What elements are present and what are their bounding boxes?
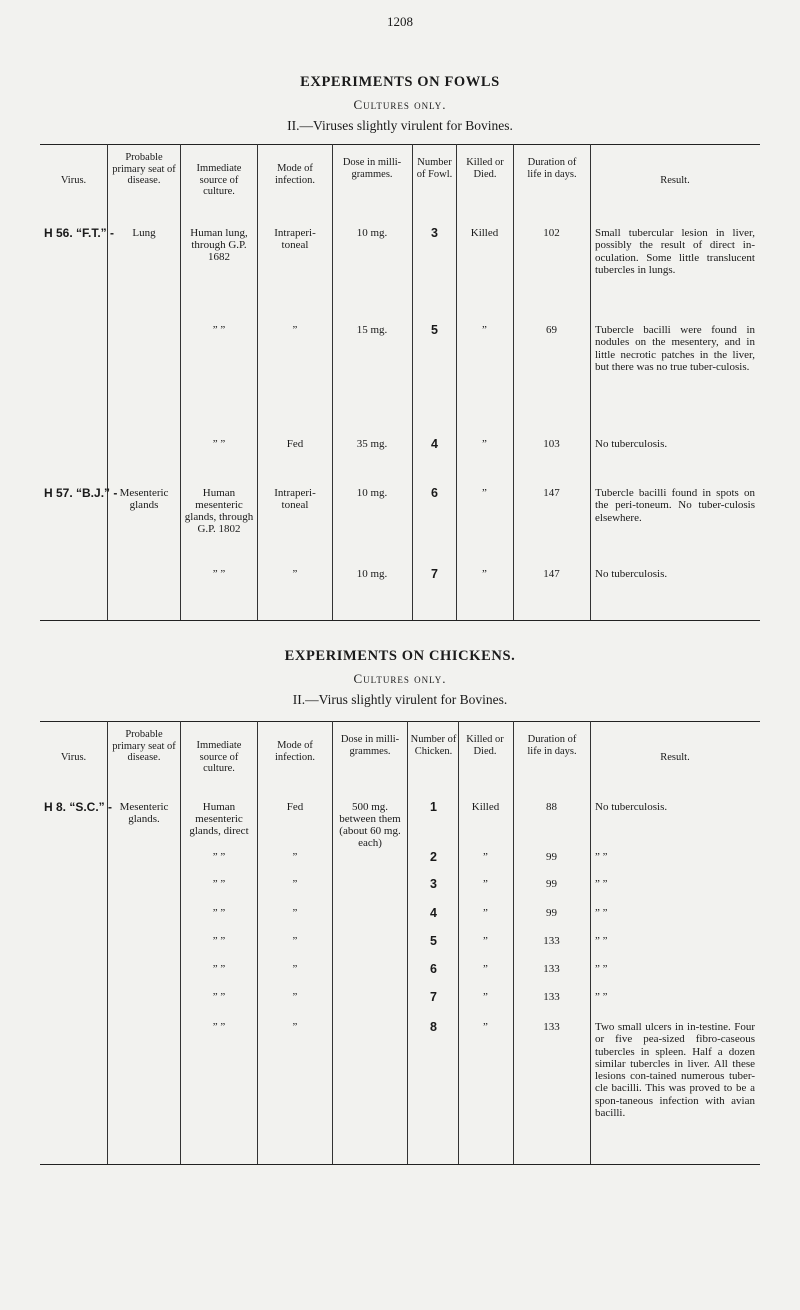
chickens-row-killed: ” [483, 963, 488, 975]
chickens-row-result: ” ” [595, 991, 608, 1003]
chickens-row-duration: 99 [546, 878, 557, 890]
header-result: Result. [660, 175, 690, 186]
col-divider [456, 144, 457, 620]
chickens-dose: 500 mg. between them (about 60 mg. each) [339, 801, 401, 849]
chickens-virus: H 8. “S.C.” - [44, 800, 113, 814]
chickens-row-source: ” ” [212, 878, 226, 890]
chickens-row-duration: 88 [546, 801, 557, 813]
chickens-row-mode: Fed [286, 801, 304, 813]
chickens-row-duration: 99 [546, 907, 557, 919]
header-number: Number of Fowl. [416, 157, 453, 180]
col-divider [590, 144, 591, 620]
header-source: Immediate source of culture. [196, 163, 242, 197]
col-divider [257, 144, 258, 620]
fowls-row-dose: 10 mg. [356, 227, 388, 239]
header-dose: Dose in milli-grammes. [342, 157, 402, 180]
chickens-row-killed: ” [483, 851, 488, 863]
fowls-row-duration: 69 [546, 324, 557, 336]
fowls-row-source: ” ” [212, 324, 226, 336]
fowls-row-result: Small tubercular lesion in liver, possibly the result of direct in-oculation. Some little translucent tubercles in lungs. [595, 227, 755, 276]
fowls-row-number: 5 [431, 323, 438, 337]
chickens-row-source: ” ” [212, 991, 226, 1003]
fowls-row-result: No tuberculosis. [595, 568, 668, 580]
chickens-row-killed: ” [483, 935, 488, 947]
col-divider [590, 721, 591, 1164]
chickens-row-result: ” ” [595, 907, 608, 919]
chickens-row-source: ” ” [212, 851, 226, 863]
chickens-row-killed: Killed [471, 801, 500, 813]
fowls-bottom-rule [40, 620, 760, 621]
fowls-row-number: 6 [431, 486, 438, 500]
chickens-row-source: ” ” [212, 1021, 226, 1033]
col-divider [513, 144, 514, 620]
header-virus: Virus. [60, 752, 87, 763]
chickens-row-source: ” ” [212, 963, 226, 975]
chickens-row-mode: ” [292, 878, 298, 890]
fowls-row-source: Human mesenteric glands, through G.P. 1802 [184, 487, 254, 535]
header-result: Result. [660, 752, 690, 763]
fowls-row-mode: ” [292, 568, 298, 580]
col-divider [107, 144, 108, 620]
chickens-row-result: No tuberculosis. [595, 801, 668, 813]
fowls-row-result: No tuberculosis. [595, 438, 668, 450]
header-mode: Mode of infection. [275, 163, 315, 186]
chickens-row-mode: ” [292, 963, 298, 975]
chickens-row-result: ” ” [595, 878, 608, 890]
fowls-row-source: Human lung, through G.P. 1682 [190, 227, 248, 263]
chickens-source: Human mesenteric glands, direct [189, 801, 249, 837]
fowls-row-dose: 35 mg. [356, 438, 388, 450]
chickens-row-mode: ” [292, 851, 298, 863]
chickens-row-killed: ” [483, 1021, 488, 1033]
fowls-row-duration: 147 [543, 568, 560, 580]
header-duration: Duration of life in days. [527, 157, 577, 180]
chickens-row-number: 8 [430, 1020, 437, 1034]
col-divider [107, 721, 108, 1164]
chickens-top-rule [40, 721, 760, 722]
col-divider [180, 144, 181, 620]
col-divider [412, 144, 413, 620]
fowls-row-number: 3 [431, 226, 438, 240]
chickens-row-number: 7 [430, 990, 437, 1004]
chickens-row-duration: 133 [543, 1021, 560, 1033]
fowls-subtitle: Cultures only. [353, 97, 447, 112]
fowls-row-duration: 102 [543, 227, 560, 239]
chickens-row-killed: ” [483, 878, 488, 890]
chickens-row-duration: 133 [543, 963, 560, 975]
col-divider [458, 721, 459, 1164]
fowls-row-dose: 10 mg. [356, 568, 388, 580]
fowls-row-killed: ” [482, 487, 487, 499]
fowls-subtitle2: II.—Viruses slightly virulent for Bovines. [287, 118, 513, 133]
chickens-row-result: Two small ulcers in in-testine. Four or five pea-sized fibro-caseous tubercles in spleen. Half a dozen similar tubercles in liver. All these lesions con-tained numerous tuber-cle bacilli. This was proved to be a spon-taneous infection with avian bacilli. [595, 1021, 755, 1120]
chickens-row-duration: 133 [543, 991, 560, 1003]
chickens-row-source: ” ” [212, 935, 226, 947]
fowls-row-number: 4 [431, 437, 438, 451]
chickens-row-result: ” ” [595, 935, 608, 947]
chickens-title: EXPERIMENTS ON CHICKENS. [284, 648, 516, 664]
fowls-row-source: ” ” [212, 438, 226, 450]
fowls-row-mode: ” [292, 324, 298, 336]
chickens-row-number: 3 [430, 877, 437, 891]
col-divider [257, 721, 258, 1164]
header-duration: Duration of life in days. [527, 734, 577, 757]
fowls-row-mode: Intraperi-toneal [274, 487, 316, 511]
chickens-row-mode: ” [292, 935, 298, 947]
chickens-row-killed: ” [483, 907, 488, 919]
fowls-row-mode: Fed [286, 438, 304, 450]
chickens-row-number: 6 [430, 962, 437, 976]
col-divider [407, 721, 408, 1164]
header-mode: Mode of infection. [275, 740, 315, 763]
fowls-row-number: 7 [431, 567, 438, 581]
col-divider [332, 721, 333, 1164]
chickens-row-mode: ” [292, 1021, 298, 1033]
fowls-row-source: ” ” [212, 568, 226, 580]
col-divider [332, 144, 333, 620]
chickens-row-duration: 99 [546, 851, 557, 863]
fowls-title: EXPERIMENTS ON FOWLS [300, 74, 500, 90]
fowls-row-killed: Killed [470, 227, 499, 239]
fowls-row-seat: Lung [132, 227, 156, 239]
fowls-row-killed: ” [482, 324, 487, 336]
header-seat: Probable primary seat of disease. [112, 729, 176, 763]
fowls-row-killed: ” [482, 438, 487, 450]
fowls-row-duration: 103 [543, 438, 560, 450]
col-divider [180, 721, 181, 1164]
header-seat: Probable primary seat of disease. [112, 152, 176, 186]
fowls-row-killed: ” [482, 568, 487, 580]
chickens-bottom-rule [40, 1164, 760, 1165]
fowls-row-result: Tubercle bacilli found in spots on the peri-toneum. No tuber-culosis elsewhere. [595, 487, 755, 524]
header-virus: Virus. [60, 175, 87, 186]
fowls-top-rule [40, 144, 760, 145]
header-source: Immediate source of culture. [196, 740, 242, 774]
page-number: 1208 [387, 14, 413, 29]
chickens-row-source: ” ” [212, 907, 226, 919]
col-divider [513, 721, 514, 1164]
header-killed: Killed or Died. [466, 157, 504, 180]
chickens-row-result: ” ” [595, 851, 608, 863]
header-killed: Killed or Died. [466, 734, 504, 757]
chickens-row-killed: ” [483, 991, 488, 1003]
fowls-row-virus: H 56. “F.T.” - [44, 226, 115, 240]
chickens-subtitle: Cultures only. [353, 671, 447, 686]
fowls-row-virus: H 57. “B.J.” - [44, 486, 118, 500]
header-dose: Dose in milli-grammes. [340, 734, 400, 757]
fowls-row-duration: 147 [543, 487, 560, 499]
fowls-row-mode: Intraperi-toneal [274, 227, 316, 251]
chickens-row-number: 5 [430, 934, 437, 948]
chickens-row-number: 2 [430, 850, 437, 864]
fowls-row-result: Tubercle bacilli were found in nodules on the mesentery, and in little necrotic patches in the liver, but there was no true tuber-culosis. [595, 324, 755, 373]
fowls-row-dose: 10 mg. [356, 487, 388, 499]
chickens-row-number: 4 [430, 906, 437, 920]
chickens-row-result: ” ” [595, 963, 608, 975]
chickens-subtitle2: II.—Virus slightly virulent for Bovines. [292, 692, 508, 707]
chickens-seat: Mesenteric glands. [119, 801, 169, 825]
fowls-row-seat: Mesenteric glands [119, 487, 169, 511]
chickens-row-mode: ” [292, 991, 298, 1003]
chickens-row-number: 1 [430, 800, 437, 814]
fowls-row-dose: 15 mg. [356, 324, 388, 336]
header-number: Number of Chicken. [410, 734, 457, 757]
chickens-row-mode: ” [292, 907, 298, 919]
chickens-row-duration: 133 [543, 935, 560, 947]
